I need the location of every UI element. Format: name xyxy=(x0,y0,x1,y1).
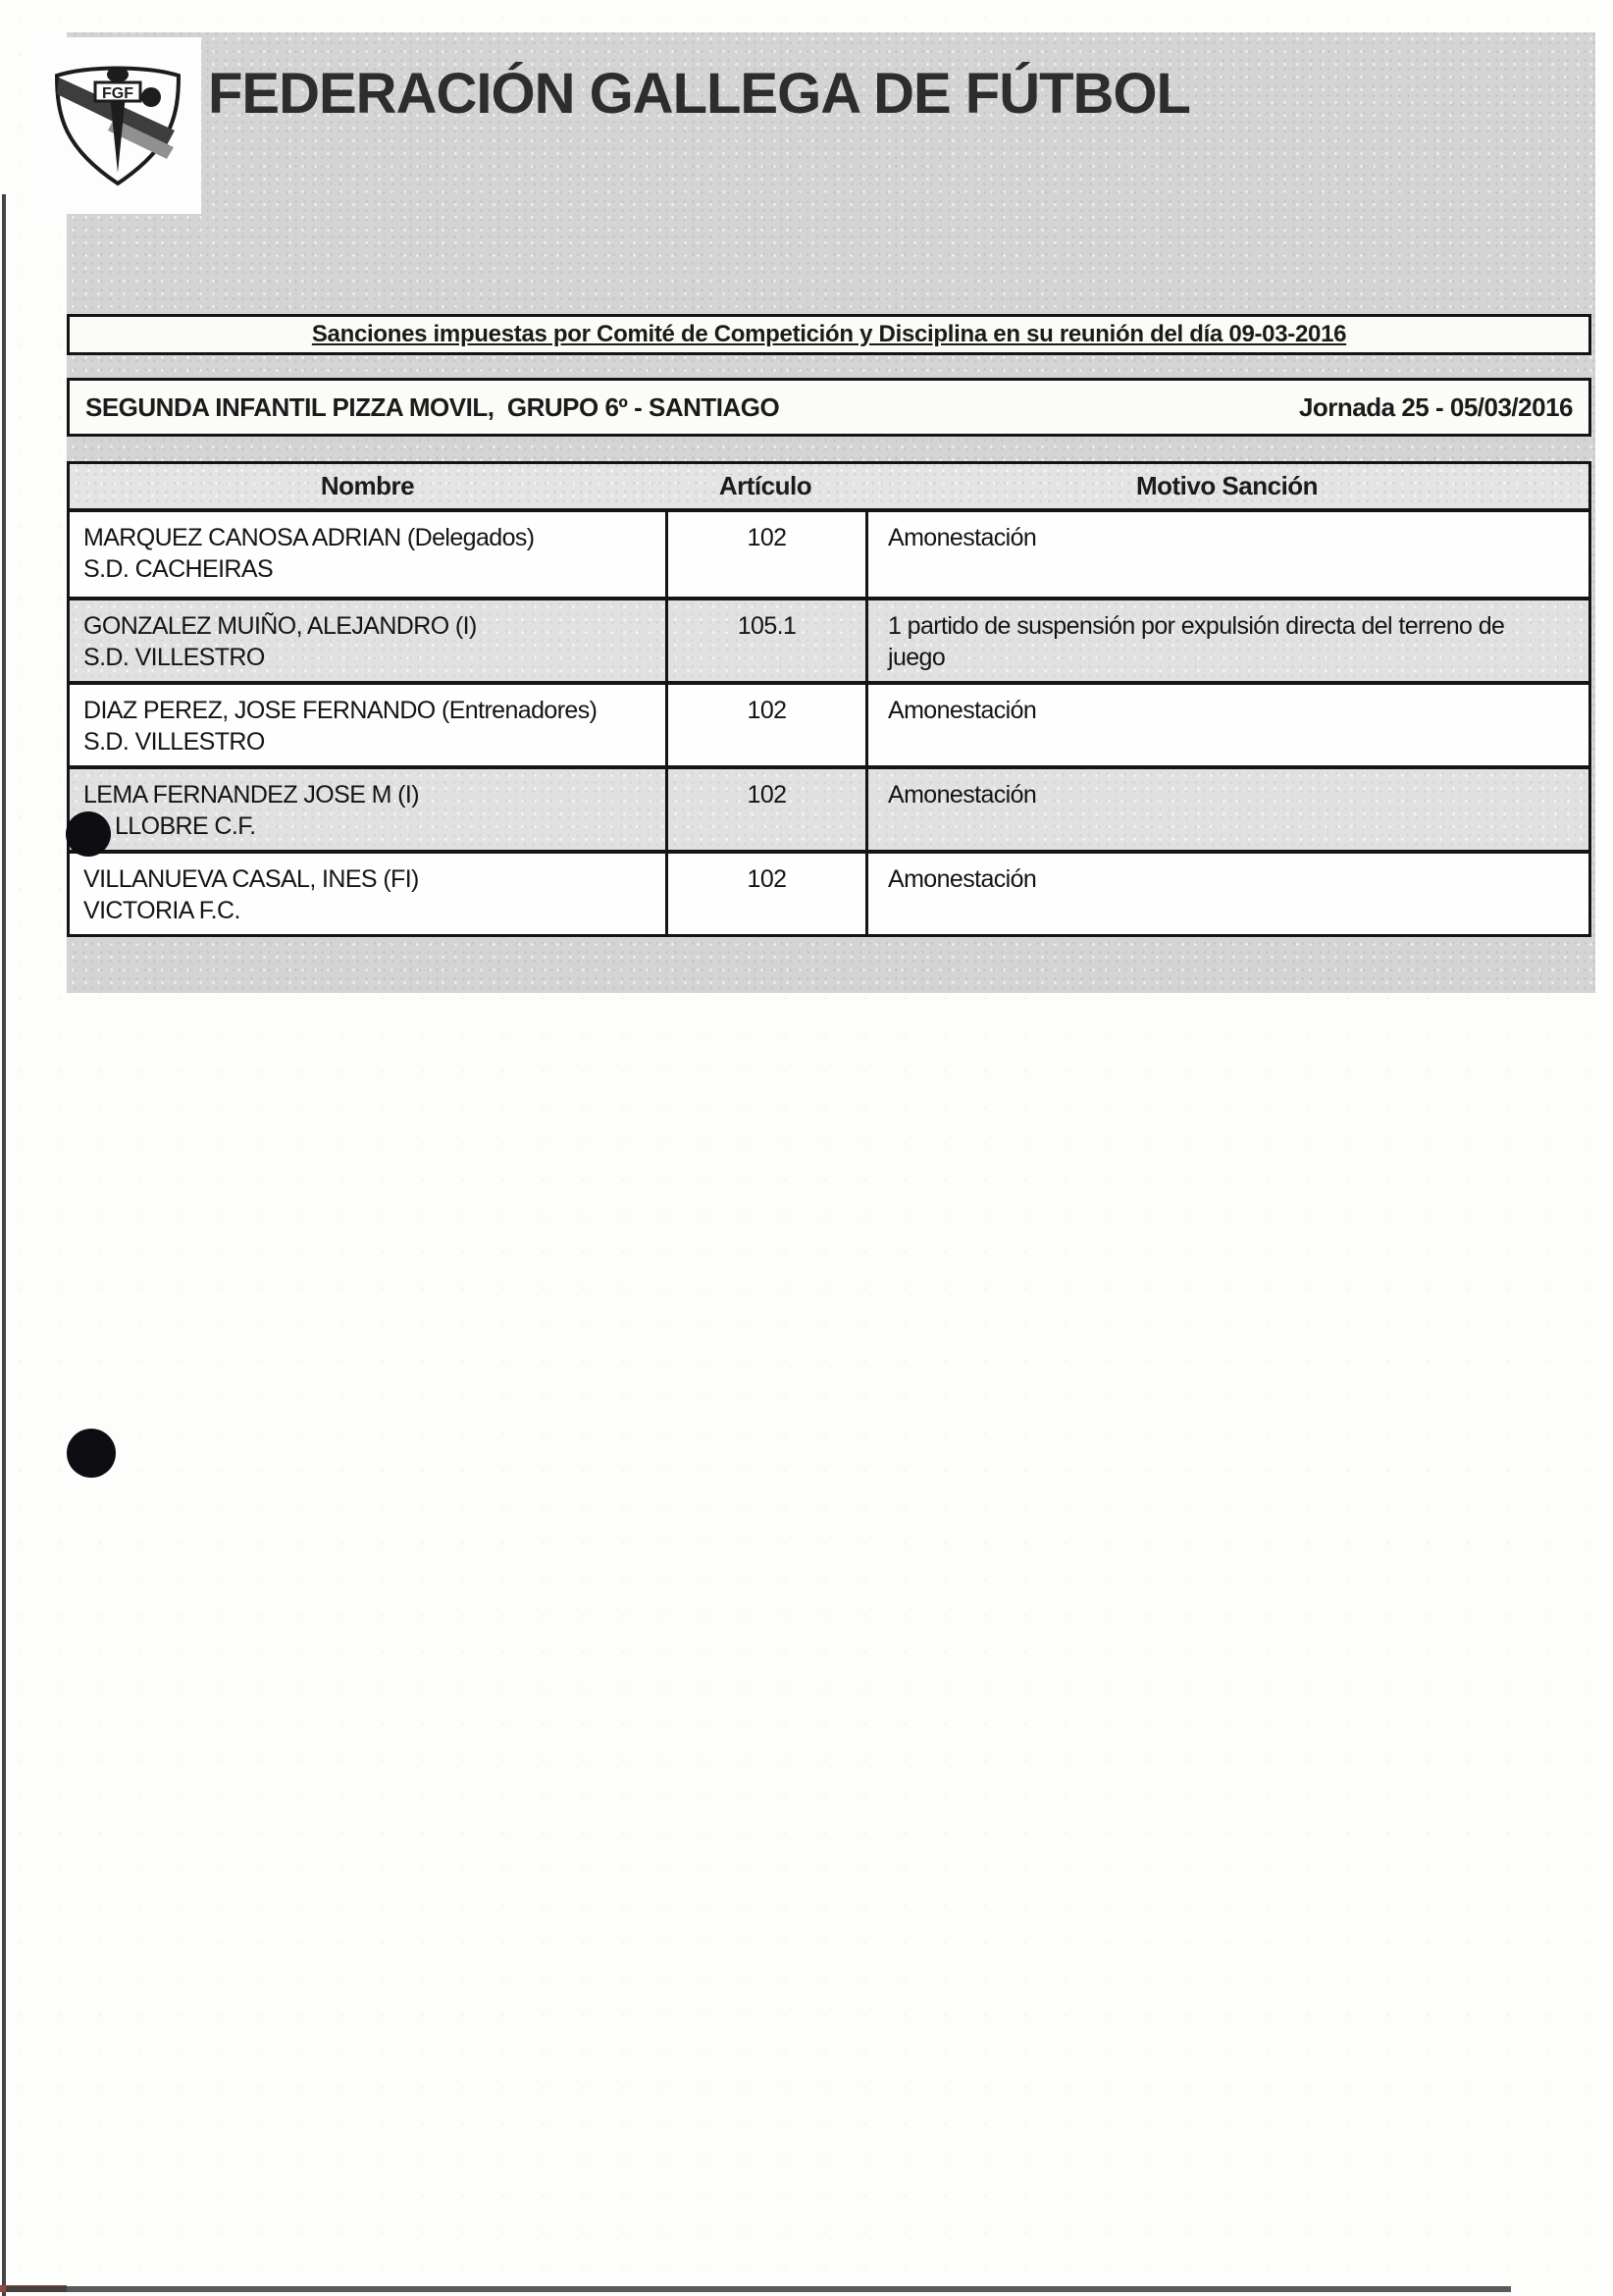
sanction-reason-cell xyxy=(865,600,1588,683)
article-number-cell: 102 xyxy=(665,769,865,852)
sanction-reason: 1 partido de suspensión por expulsión directa del terreno de xyxy=(888,612,1505,640)
player-name: LEMA FERNANDEZ JOSE M (I) xyxy=(83,781,419,809)
player-name: DIAZ PEREZ, JOSE FERNANDO (Entrenadores) xyxy=(83,697,598,724)
crest-monogram: FGF xyxy=(102,85,133,102)
sanction-reason-cell xyxy=(865,769,1588,852)
competition-bar xyxy=(67,378,1591,437)
table-row xyxy=(70,681,1588,765)
player-club: S.D. VILLESTRO xyxy=(83,728,265,756)
notice-title-box xyxy=(67,314,1591,355)
table-row xyxy=(70,597,1588,681)
scan-edge-line-left xyxy=(2,194,6,2296)
article-number-cell: 102 xyxy=(665,685,865,767)
sanctions-table xyxy=(67,461,1591,937)
player-club: S.D. CACHEIRAS xyxy=(83,555,274,583)
article-number-cell: 102 xyxy=(665,512,865,597)
table-row xyxy=(70,850,1588,934)
notice-title: Sanciones impuestas por Comité de Competición y Disciplina en su reunión del día 09-03-2016 xyxy=(311,321,1347,347)
org-title: FEDERACIÓN GALLEGA DE FÚTBOL xyxy=(208,62,1190,126)
competition-name: SEGUNDA INFANTIL PIZZA MOVIL, GRUPO 6º - SANTIAGO xyxy=(85,391,780,422)
player-name-cell xyxy=(70,854,665,936)
player-club: VICTORIA F.C. xyxy=(83,897,240,924)
sanction-reason-line2: juego xyxy=(888,644,946,671)
col-header-motivo: Motivo Sanción xyxy=(1135,471,1319,500)
player-club: S.D. VILLESTRO xyxy=(83,644,265,671)
fgf-shield-icon xyxy=(48,62,187,189)
table-row xyxy=(70,765,1588,850)
sanction-reason: Amonestación xyxy=(888,697,1037,724)
sanction-reason: Amonestación xyxy=(888,781,1037,809)
table-header-row xyxy=(70,464,1588,512)
player-name-cell xyxy=(70,769,665,852)
sanction-reason-cell xyxy=(865,685,1588,767)
player-name: MARQUEZ CANOSA ADRIAN (Delegados) xyxy=(83,524,535,551)
player-name: GONZALEZ MUIÑO, ALEJANDRO (I) xyxy=(83,612,477,640)
sanction-reason: Amonestación xyxy=(888,524,1037,551)
player-name-cell xyxy=(70,685,665,767)
sanction-reason-cell xyxy=(865,512,1588,597)
federation-logo-box xyxy=(34,37,201,214)
punch-hole-mark xyxy=(67,1429,116,1478)
scan-edge-line-bottom xyxy=(6,2286,1511,2292)
table-row xyxy=(70,512,1588,597)
sanction-reason: Amonestación xyxy=(888,865,1037,893)
player-name-cell xyxy=(70,600,665,683)
player-name-cell xyxy=(70,512,665,597)
player-name: VILLANUEVA CASAL, INES (FI) xyxy=(83,865,419,893)
article-number-cell: 105.1 xyxy=(665,600,865,683)
article-number-cell: 102 xyxy=(665,854,865,936)
jornada-label: Jornada 25 - 05/03/2016 xyxy=(1298,391,1573,422)
player-club: LLOBRE C.F. xyxy=(115,812,256,840)
col-header-nombre: Nombre xyxy=(320,471,415,500)
punch-hole-mark xyxy=(66,811,111,857)
col-header-articulo: Artículo xyxy=(718,471,812,500)
sanction-reason-cell xyxy=(865,854,1588,936)
